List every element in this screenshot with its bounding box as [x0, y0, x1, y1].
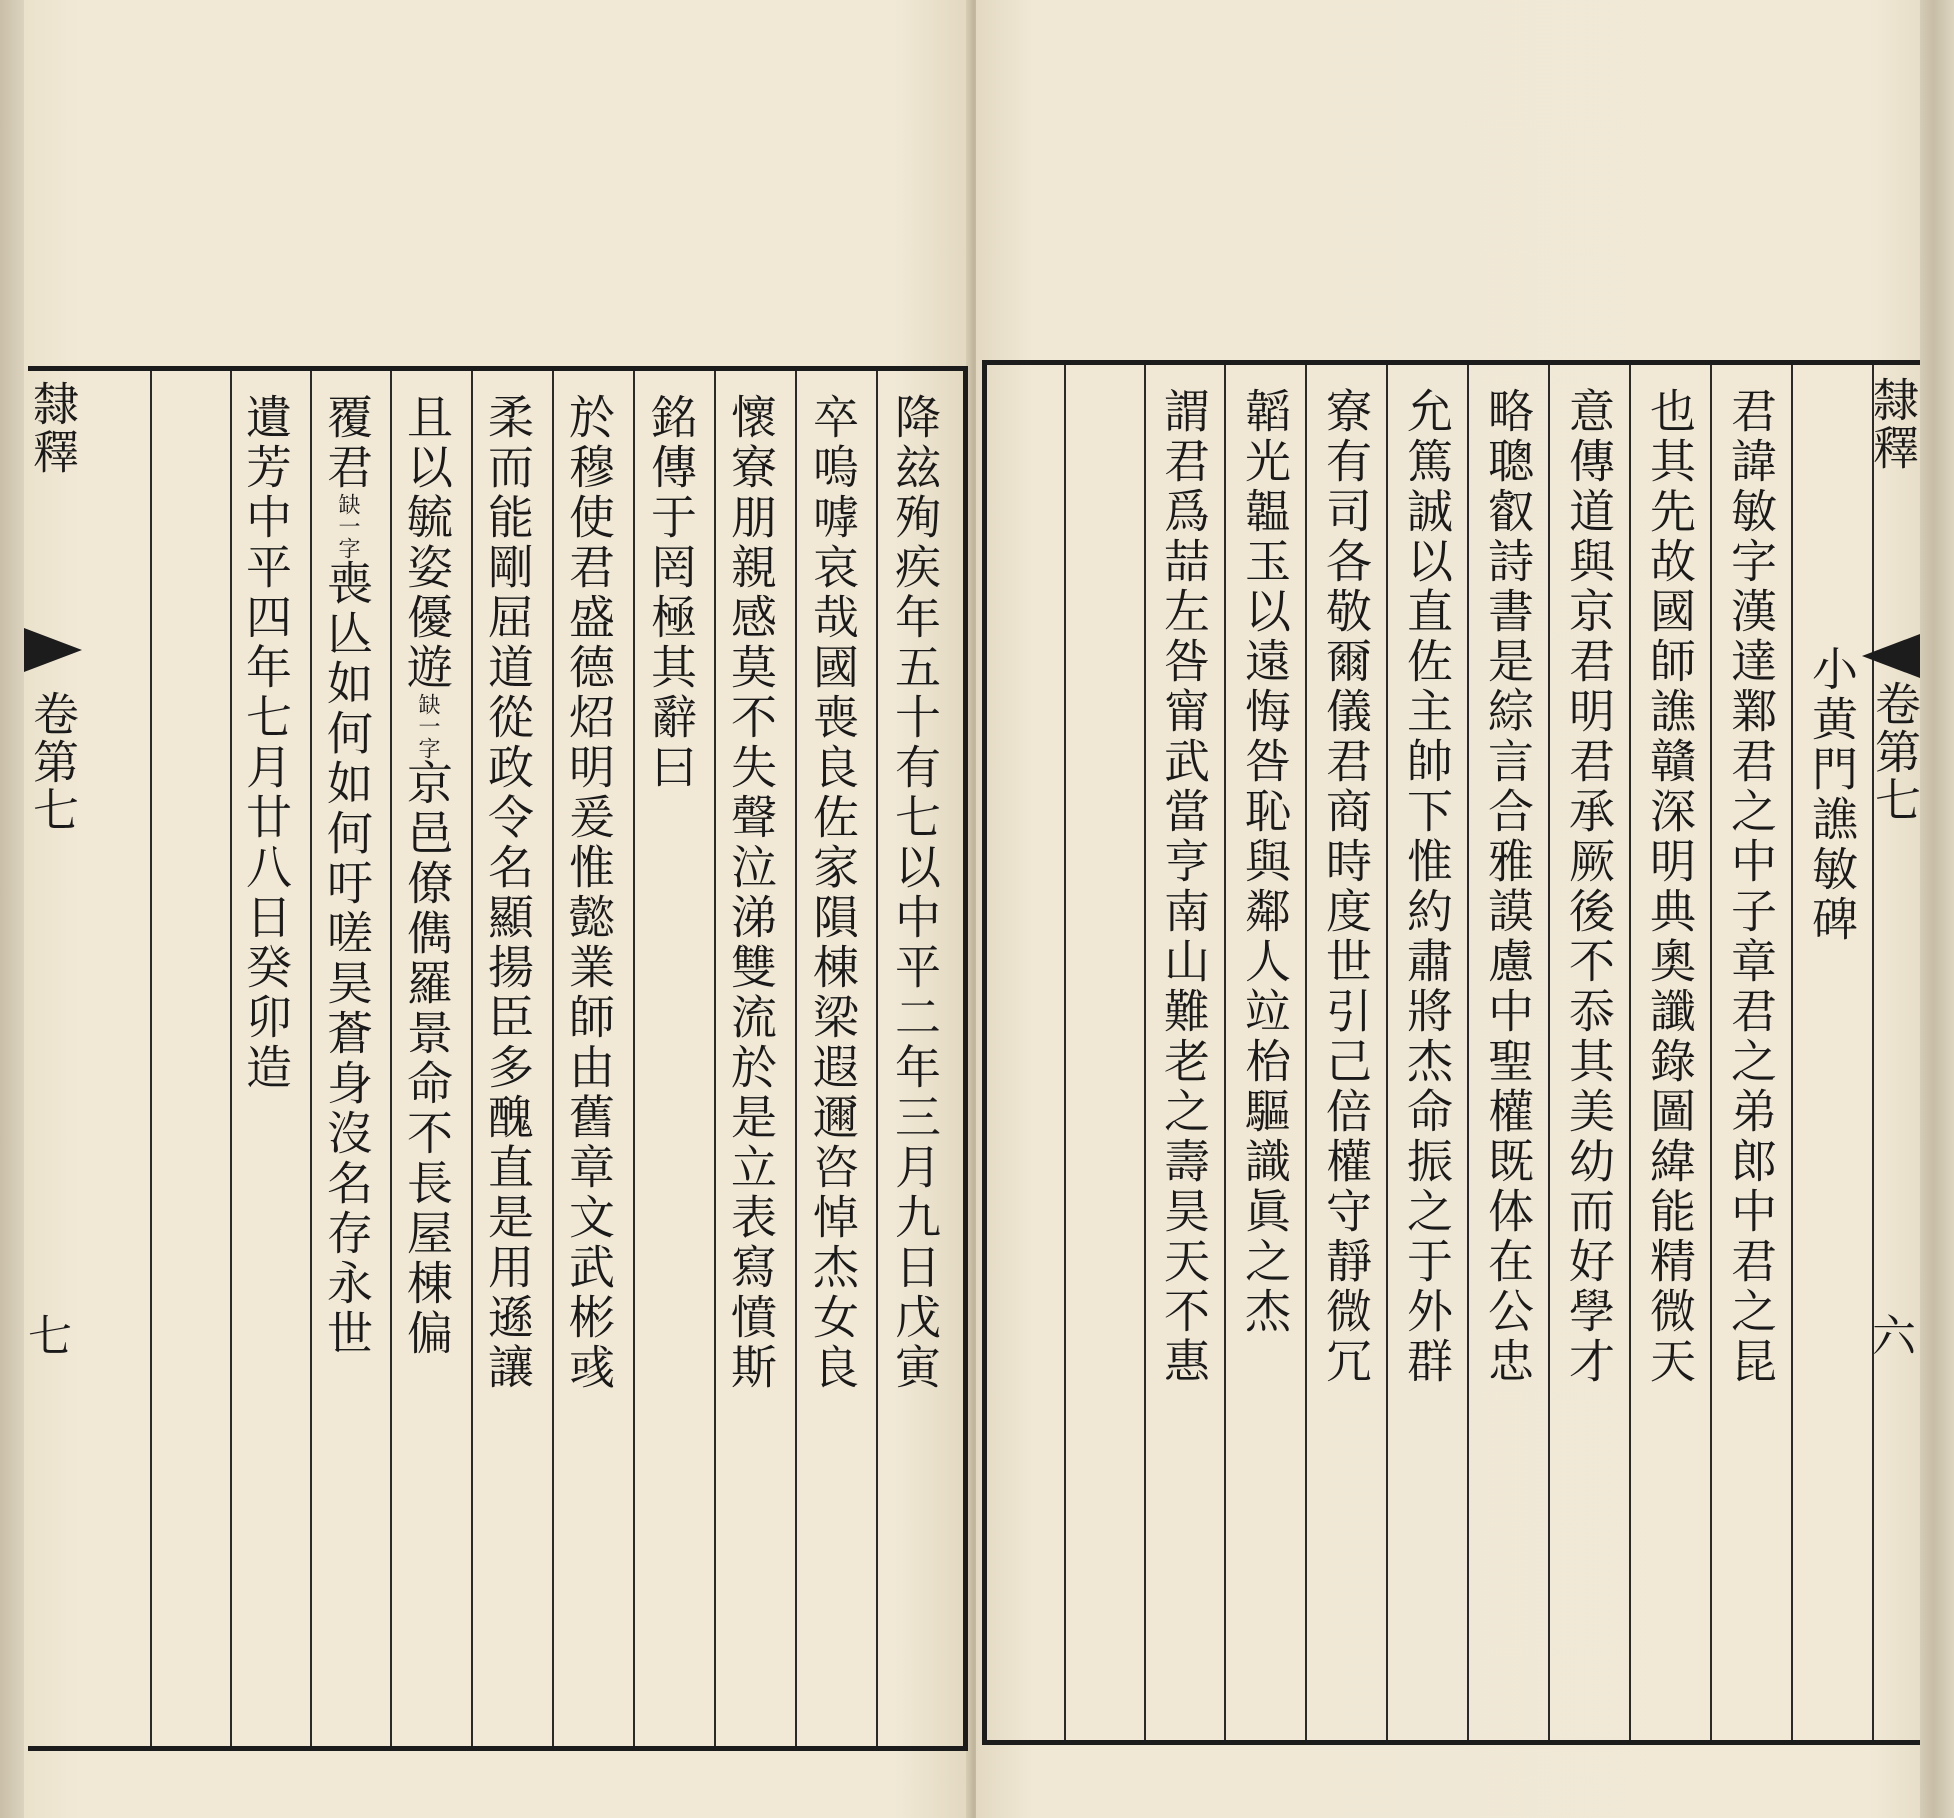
margin-title: 隸釋 [26, 380, 80, 476]
stele-title: 小黄門譙敏碑 [1805, 645, 1859, 945]
column-text-after: 喪亾如何如何吁嗟昊蒼身沒名存永世 [320, 559, 374, 1359]
column-rule [1224, 365, 1226, 1740]
fishtail-mark [24, 628, 82, 672]
column-rule [1872, 365, 1874, 1740]
column-rule [1064, 365, 1066, 1740]
text-column: 於穆使君盛德炤明爰惟懿業師由舊章文武彬彧 [562, 393, 616, 1393]
column-rule [876, 371, 878, 1746]
text-column: 寮有司各敬爾儀君商時度世引己倍權守靜微冗 [1319, 387, 1373, 1387]
text-column: 也其先故國師譙贛深明典奧讖錄圖緯能精微天 [1643, 387, 1697, 1387]
margin-volume: 卷第七 [1868, 680, 1922, 824]
column-rule [230, 371, 232, 1746]
column-rule [1710, 365, 1712, 1740]
column-rule [633, 371, 635, 1746]
column-text-before: 且以毓姿優遊 [400, 393, 454, 693]
text-column: 君諱敏字漢達鄴君之中子章君之弟郎中君之昆 [1724, 387, 1778, 1387]
column-text-after: 京邑僚儁羅景命不長屋棟偏 [400, 759, 454, 1359]
text-column: 降玆殉疾年五十有七以中平二年三月九日戊寅 [888, 393, 942, 1393]
column-rule [795, 371, 797, 1746]
column-rule [714, 371, 716, 1746]
text-column: 允篤誠以直佐主帥下惟約肅將杰命振之于外群 [1400, 387, 1454, 1387]
lacuna-note: 缺一字 [415, 693, 440, 759]
text-column: 遺芳中平四年七月廿八日癸卯造 [239, 393, 293, 1093]
right-text-frame [982, 360, 1920, 1745]
column-rule [1467, 365, 1469, 1740]
right-page-edge [1920, 0, 1954, 1818]
text-column: 韜光韞玉以遠悔咎恥與鄰人竝枱驅識眞之杰 [1238, 387, 1292, 1337]
text-column [400, 393, 454, 1359]
column-rule [150, 371, 152, 1746]
column-rule [390, 371, 392, 1746]
lacuna-note: 缺一字 [335, 493, 360, 559]
text-column [320, 393, 374, 1359]
text-column: 懷寮朋親感莫不失聲泣涕雙流於是立表寫憤斯 [724, 393, 778, 1393]
text-column: 略聰叡詩書是綜言合雅謨慮中聖權既体在公忠 [1481, 387, 1535, 1387]
column-rule [1144, 365, 1146, 1740]
folio-number: 六 [1872, 1311, 1916, 1362]
text-column: 卒嗚嘑哀哉國喪良佐家隕棟梁遐邇咨悼杰女良 [806, 393, 860, 1393]
left-page-edge [0, 0, 24, 1818]
column-text-before: 覆君 [320, 393, 374, 493]
column-rule [1386, 365, 1388, 1740]
column-rule [471, 371, 473, 1746]
left-text-frame [28, 366, 968, 1751]
column-rule [1305, 365, 1307, 1740]
column-rule [310, 371, 312, 1746]
text-column: 謂君爲喆左咎甯武當亨南山難老之壽昊天不惠 [1157, 387, 1211, 1387]
column-rule [1548, 365, 1550, 1740]
margin-title: 隸釋 [1866, 376, 1920, 472]
margin-volume: 卷第七 [26, 690, 80, 834]
fishtail-mark [1862, 634, 1920, 678]
text-column: 銘傳于罔極其辭曰 [644, 393, 698, 793]
column-rule [1629, 365, 1631, 1740]
folio-number: 七 [28, 1311, 72, 1362]
column-rule [552, 371, 554, 1746]
column-rule [1791, 365, 1793, 1740]
text-column: 柔而能剛屈道從政令名顯揚臣多醜直是用遜讓 [481, 393, 535, 1393]
text-column: 意傳道與京君明君承厥後不忝其美幼而好學才 [1562, 387, 1616, 1387]
